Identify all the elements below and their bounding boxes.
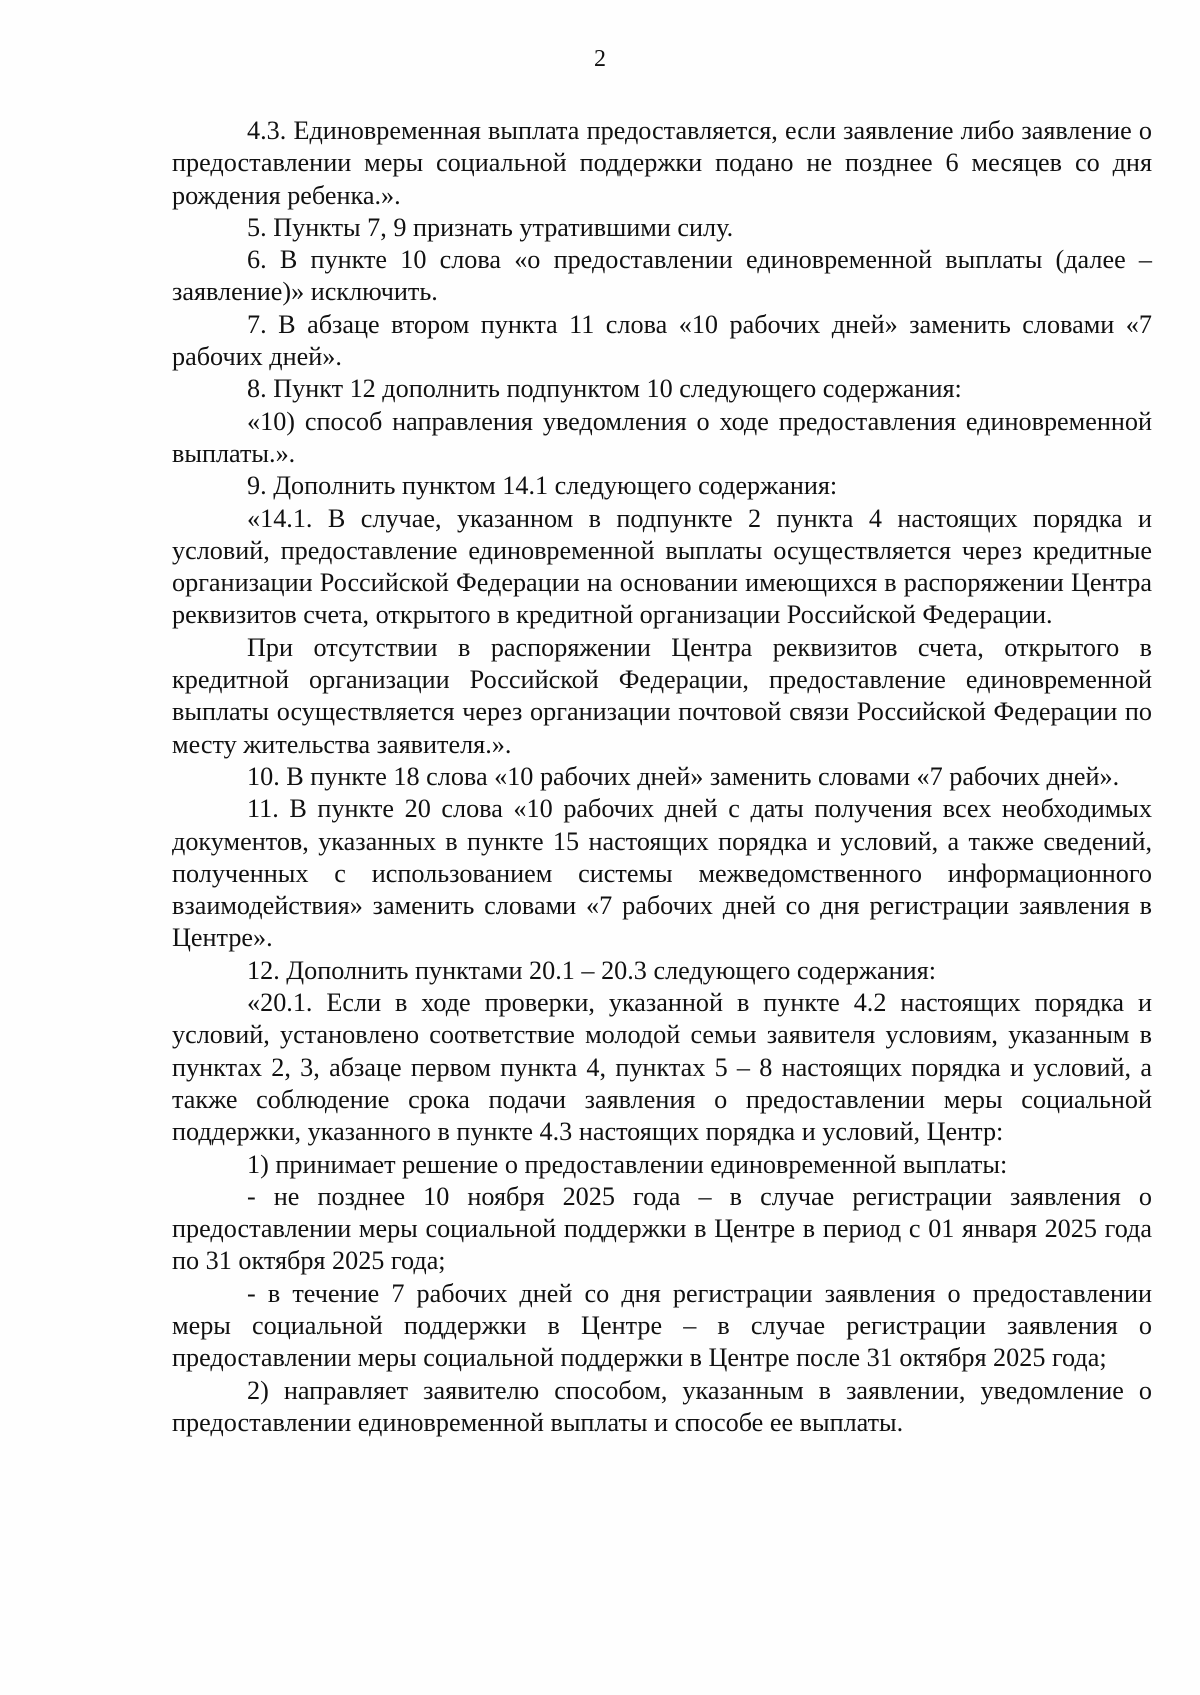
paragraph-10: 10. В пункте 18 слова «10 рабочих дней» заменить словами «7 рабочих дней». [247,761,1120,791]
page-number: 2 [594,46,606,72]
paragraph-8-quote: «10) способ направления уведомления о ходе предоставления единовременной выплаты.». [172,406,1152,468]
subitem-2: 2) направляет заявителю способом, указанным в заявлении, уведомление о предоставлении единовременной выплаты и способе ее выплаты. [172,1375,1152,1437]
paragraph-12: 12. Дополнить пунктами 20.1 – 20.3 следующего содержания: [247,955,936,985]
paragraph-5: 5. Пункты 7, 9 признать утратившими силу. [247,212,734,242]
paragraph-8: 8. Пункт 12 дополнить подпунктом 10 следующего содержания: [247,374,962,404]
document-body [172,115,1152,1439]
paragraph-11: 11. В пункте 20 слова «10 рабочих дней с даты получения всех необходимых документов, указанных в пункте 15 настоящих порядка и условий, а также сведений, полученных с использованием системы межведомственного информационного взаимодействия» заменить словами «7 рабочих дней со дня регистрации заявления в Центре». [172,794,1152,953]
paragraph-7: 7. В абзаце втором пункта 11 слова «10 рабочих дней» заменить словами «7 рабочих дней». [172,309,1152,372]
paragraph-14-1-second: При отсутствии в распоряжении Центра реквизитов счета, открытого в кредитной организации Российской Федерации, предоставление единовременной выплаты осуществляется через организации почтовой связи Российской Федерации по месту жительства заявителя.». [172,632,1152,759]
paragraph-4-3: 4.3. Единовременная выплата предоставляется, если заявление либо заявление о предоставлении меры социальной поддержки подано не позднее 6 месяцев со дня рождения ребенка.». [172,116,1152,210]
paragraph-20-1: «20.1. Если в ходе проверки, указанной в пункте 4.2 настоящих порядка и условий, установлено соответствие молодой семьи заявителя условиям, указанным в пунктах 2, 3, абзаце первом пункта 4, пунктах 5 – 8 настоящих порядка и условий, а также соблюдение срока подачи заявления о предоставлении меры социальной поддержки, указанного в пункте 4.3 настоящих порядка и условий, Центр: [172,988,1152,1147]
subitem-1-dash-2: - в течение 7 рабочих дней со дня регистрации заявления о предоставлении меры социальной поддержки в Центре – в случае регистрации заявления о предоставлении меры социальной поддержки в Центре после 31 октября 2025 года; [172,1278,1152,1373]
subitem-1-dash-1: - не позднее 10 ноября 2025 года – в случае регистрации заявления о предоставлении меры социальной поддержки в Центре в период с 01 января 2025 года по 31 октября 2025 года; [172,1181,1152,1276]
paragraph-6: 6. В пункте 10 слова «о предоставлении единовременной выплаты (далее – заявление)» исключить. [172,245,1152,307]
paragraph-14-1: «14.1. В случае, указанном в подпункте 2 пункта 4 настоящих порядка и условий, предоставление единовременной выплаты осуществляется через кредитные организации Российской Федерации на основании имеющихся в распоряжении Центра реквизитов счета, открытого в кредитной организации Российской Федерации. [172,503,1152,630]
subitem-1: 1) принимает решение о предоставлении единовременной выплаты: [247,1149,1008,1179]
paragraph-9: 9. Дополнить пунктом 14.1 следующего содержания: [247,471,838,501]
